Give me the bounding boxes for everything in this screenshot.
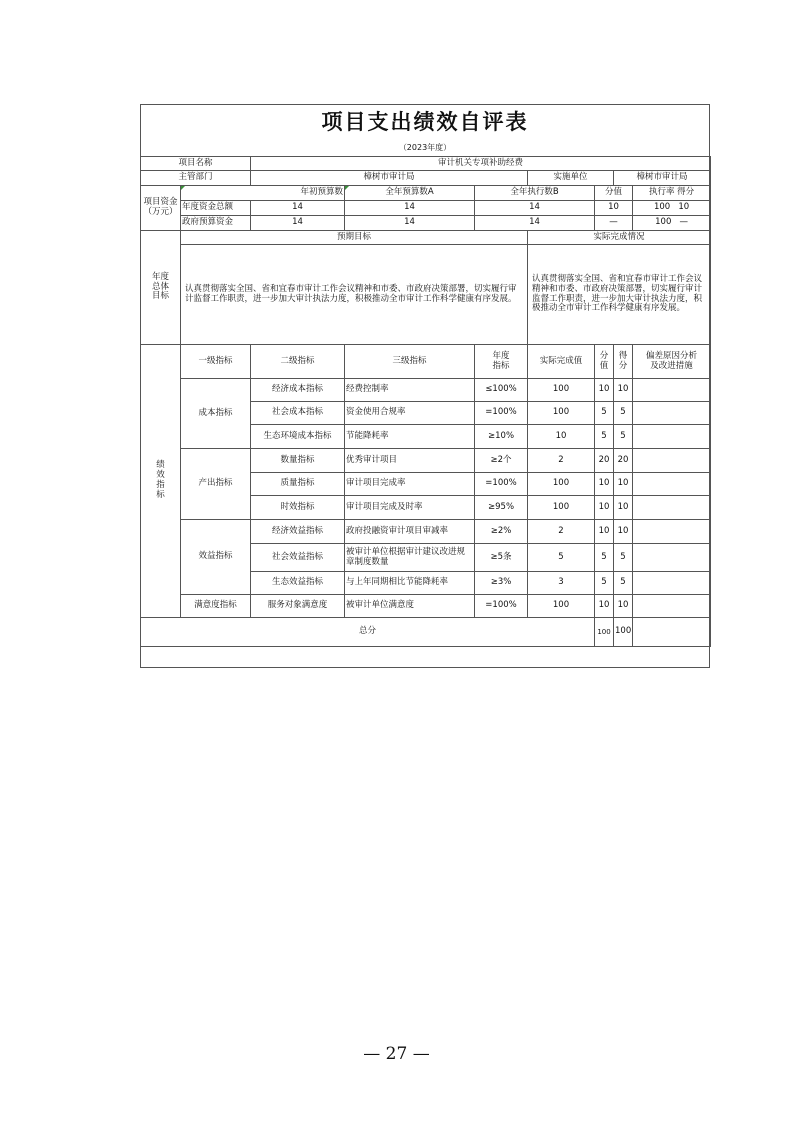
- annual-total-initial: 14: [251, 201, 345, 216]
- level3-cell: 资金使用合规率: [345, 402, 475, 425]
- deviation-cell: [633, 402, 711, 425]
- score-value-cell: 5: [595, 572, 614, 595]
- gov-budget-initial: 14: [251, 216, 345, 231]
- gov-budget-score-value: —: [595, 216, 633, 231]
- level1-cell: 满意度指标: [181, 595, 251, 618]
- actual-cell: 5: [528, 544, 595, 572]
- actual-cell: 100: [528, 595, 595, 618]
- score-cell: 10: [614, 379, 633, 402]
- impl-unit-value: 樟树市审计局: [614, 171, 711, 186]
- dept-label: 主管部门: [141, 171, 251, 186]
- actual-cell: 10: [528, 425, 595, 449]
- full-year-exec-label: 全年执行数B: [475, 186, 595, 201]
- total-score: 100: [614, 618, 633, 647]
- page-number: — 27 —: [363, 1044, 430, 1064]
- level3-cell: 被审计单位满意度: [345, 595, 475, 618]
- total-score-value: 100: [595, 618, 614, 647]
- annual-total-exec: 14: [475, 201, 595, 216]
- level3-cell: 被审计单位根据审计建议改进规章制度数量: [345, 544, 475, 572]
- annual-total-full-budget: 14: [345, 201, 475, 216]
- evaluation-table: [140, 156, 711, 647]
- target-cell: =100%: [475, 473, 528, 496]
- score-value-cell: 10: [595, 496, 614, 520]
- exec-rate-score-label: [633, 186, 711, 201]
- level2-cell: 经济效益指标: [251, 520, 345, 544]
- score-cell: 10: [614, 473, 633, 496]
- dept-value: 樟树市审计局: [251, 171, 528, 186]
- actual-cell: 100: [528, 473, 595, 496]
- impl-unit-label: 实施单位: [528, 171, 614, 186]
- score-value-cell: 5: [595, 425, 614, 449]
- perf-indicator-label: 绩 效 指 标: [141, 345, 181, 618]
- level3-cell: 与上年同期相比节能降耗率: [345, 572, 475, 595]
- score-cell: 10: [614, 595, 633, 618]
- target-cell: ≥3%: [475, 572, 528, 595]
- level2-cell: 质量指标: [251, 473, 345, 496]
- target-cell: ≥2%: [475, 520, 528, 544]
- actual-label: 实际完成情况: [528, 231, 711, 245]
- gov-budget-label: 政府预算资金: [181, 216, 251, 231]
- target-cell: ≥5条: [475, 544, 528, 572]
- gov-budget-rate-score: [633, 216, 711, 231]
- initial-budget-label: 年初预算数: [181, 186, 345, 201]
- expected-goal-text: 认真贯彻落实全国、省和宜春市审计工作会议精神和市委、市政府决策部署，切实履行审计监督工作职责，进一步加大审计执法力度，积极推动全市审计工作科学健康有序发展。: [181, 245, 528, 345]
- score-label: 得分: [677, 187, 695, 198]
- actual-cell: 3: [528, 572, 595, 595]
- level2-cell: 社会效益指标: [251, 544, 345, 572]
- annual-indicator-header: 年度 指标: [475, 345, 528, 379]
- score-value-cell: 5: [595, 544, 614, 572]
- deviation-cell: [633, 425, 711, 449]
- deviation-cell: [633, 496, 711, 520]
- expected-goal-label: 预期目标: [181, 231, 528, 245]
- gov-budget-rate: 100: [655, 217, 672, 228]
- level1-cell: 成本指标: [181, 379, 251, 449]
- annual-total-rate-score: [633, 201, 711, 216]
- actual-cell: 2: [528, 520, 595, 544]
- gov-budget-full-budget: 14: [345, 216, 475, 231]
- total-deviation: [633, 618, 711, 647]
- level3-cell: 经费控制率: [345, 379, 475, 402]
- deviation-cell: [633, 595, 711, 618]
- deviation-cell: [633, 544, 711, 572]
- level2-cell: 社会成本指标: [251, 402, 345, 425]
- score-cell: 10: [614, 496, 633, 520]
- annual-total-label: 年度资金总额: [181, 201, 251, 216]
- level3-cell: 优秀审计项目: [345, 449, 475, 473]
- total-label: 总分: [141, 618, 595, 647]
- level2-cell: 服务对象满意度: [251, 595, 345, 618]
- level3-header: 三级指标: [345, 345, 475, 379]
- annual-total-score-value: 10: [595, 201, 633, 216]
- project-name-label: 项目名称: [141, 157, 251, 171]
- level3-cell: 审计项目完成率: [345, 473, 475, 496]
- score-value-label: 分值: [595, 186, 633, 201]
- level1-header: 一级指标: [181, 345, 251, 379]
- target-cell: ≥2个: [475, 449, 528, 473]
- fund-label: 项目资金 （万元）: [141, 186, 181, 231]
- level3-cell: 审计项目完成及时率: [345, 496, 475, 520]
- gov-budget-exec: 14: [475, 216, 595, 231]
- target-cell: ≥10%: [475, 425, 528, 449]
- target-cell: =100%: [475, 595, 528, 618]
- level3-cell: 节能降耗率: [345, 425, 475, 449]
- annual-goal-label: 年度 总体 目标: [141, 231, 181, 345]
- level2-cell: 数量指标: [251, 449, 345, 473]
- deviation-cell: [633, 520, 711, 544]
- score-value-cell: 10: [595, 520, 614, 544]
- actual-cell: 100: [528, 496, 595, 520]
- level2-header: 二级指标: [251, 345, 345, 379]
- full-year-budget-label: 全年预算数A: [345, 186, 475, 201]
- level2-cell: 时效指标: [251, 496, 345, 520]
- deviation-cell: [633, 449, 711, 473]
- score-cell: 20: [614, 449, 633, 473]
- level2-cell: 生态环境成本指标: [251, 425, 345, 449]
- exec-rate-label: 执行率: [648, 187, 675, 198]
- score-cell: 10: [614, 520, 633, 544]
- annual-total-rate: 100: [653, 202, 671, 213]
- annual-total-score: 10: [678, 202, 690, 213]
- de-fen-header: 得 分: [614, 345, 633, 379]
- score-value-cell: 5: [595, 402, 614, 425]
- actual-cell: 2: [528, 449, 595, 473]
- level1-cell: 效益指标: [181, 520, 251, 595]
- gov-budget-score: —: [679, 217, 688, 228]
- actual-value-header: 实际完成值: [528, 345, 595, 379]
- target-cell: ≥95%: [475, 496, 528, 520]
- score-cell: 5: [614, 572, 633, 595]
- actual-goal-text: 认真贯彻落实全国、省和宜春市审计工作会议精神和市委、市政府决策部署，切实履行审计监督工作职责，进一步加大审计执法力度，积极推动全市审计工作科学健康有序发展。: [528, 245, 711, 345]
- level2-cell: 经济成本指标: [251, 379, 345, 402]
- score-cell: 5: [614, 402, 633, 425]
- deviation-cell: [633, 572, 711, 595]
- deviation-cell: [633, 379, 711, 402]
- actual-cell: 100: [528, 402, 595, 425]
- score-cell: 5: [614, 425, 633, 449]
- target-cell: ≤100%: [475, 379, 528, 402]
- deviation-cell: [633, 473, 711, 496]
- level1-cell: 产出指标: [181, 449, 251, 520]
- score-value-cell: 20: [595, 449, 614, 473]
- actual-cell: 100: [528, 379, 595, 402]
- target-cell: =100%: [475, 402, 528, 425]
- score-value-cell: 10: [595, 595, 614, 618]
- score-value-cell: 10: [595, 473, 614, 496]
- score-cell: 5: [614, 544, 633, 572]
- fen-zhi-header: 分 值: [595, 345, 614, 379]
- form-year: （2023年度）: [398, 142, 452, 152]
- level3-cell: 政府投融资审计项目审减率: [345, 520, 475, 544]
- project-name-value: 审计机关专项补助经费: [251, 157, 711, 171]
- deviation-header: 偏差原因分析 及改进措施: [633, 345, 711, 379]
- form-title: 项目支出绩效自评表: [321, 109, 529, 134]
- score-value-cell: 10: [595, 379, 614, 402]
- level2-cell: 生态效益指标: [251, 572, 345, 595]
